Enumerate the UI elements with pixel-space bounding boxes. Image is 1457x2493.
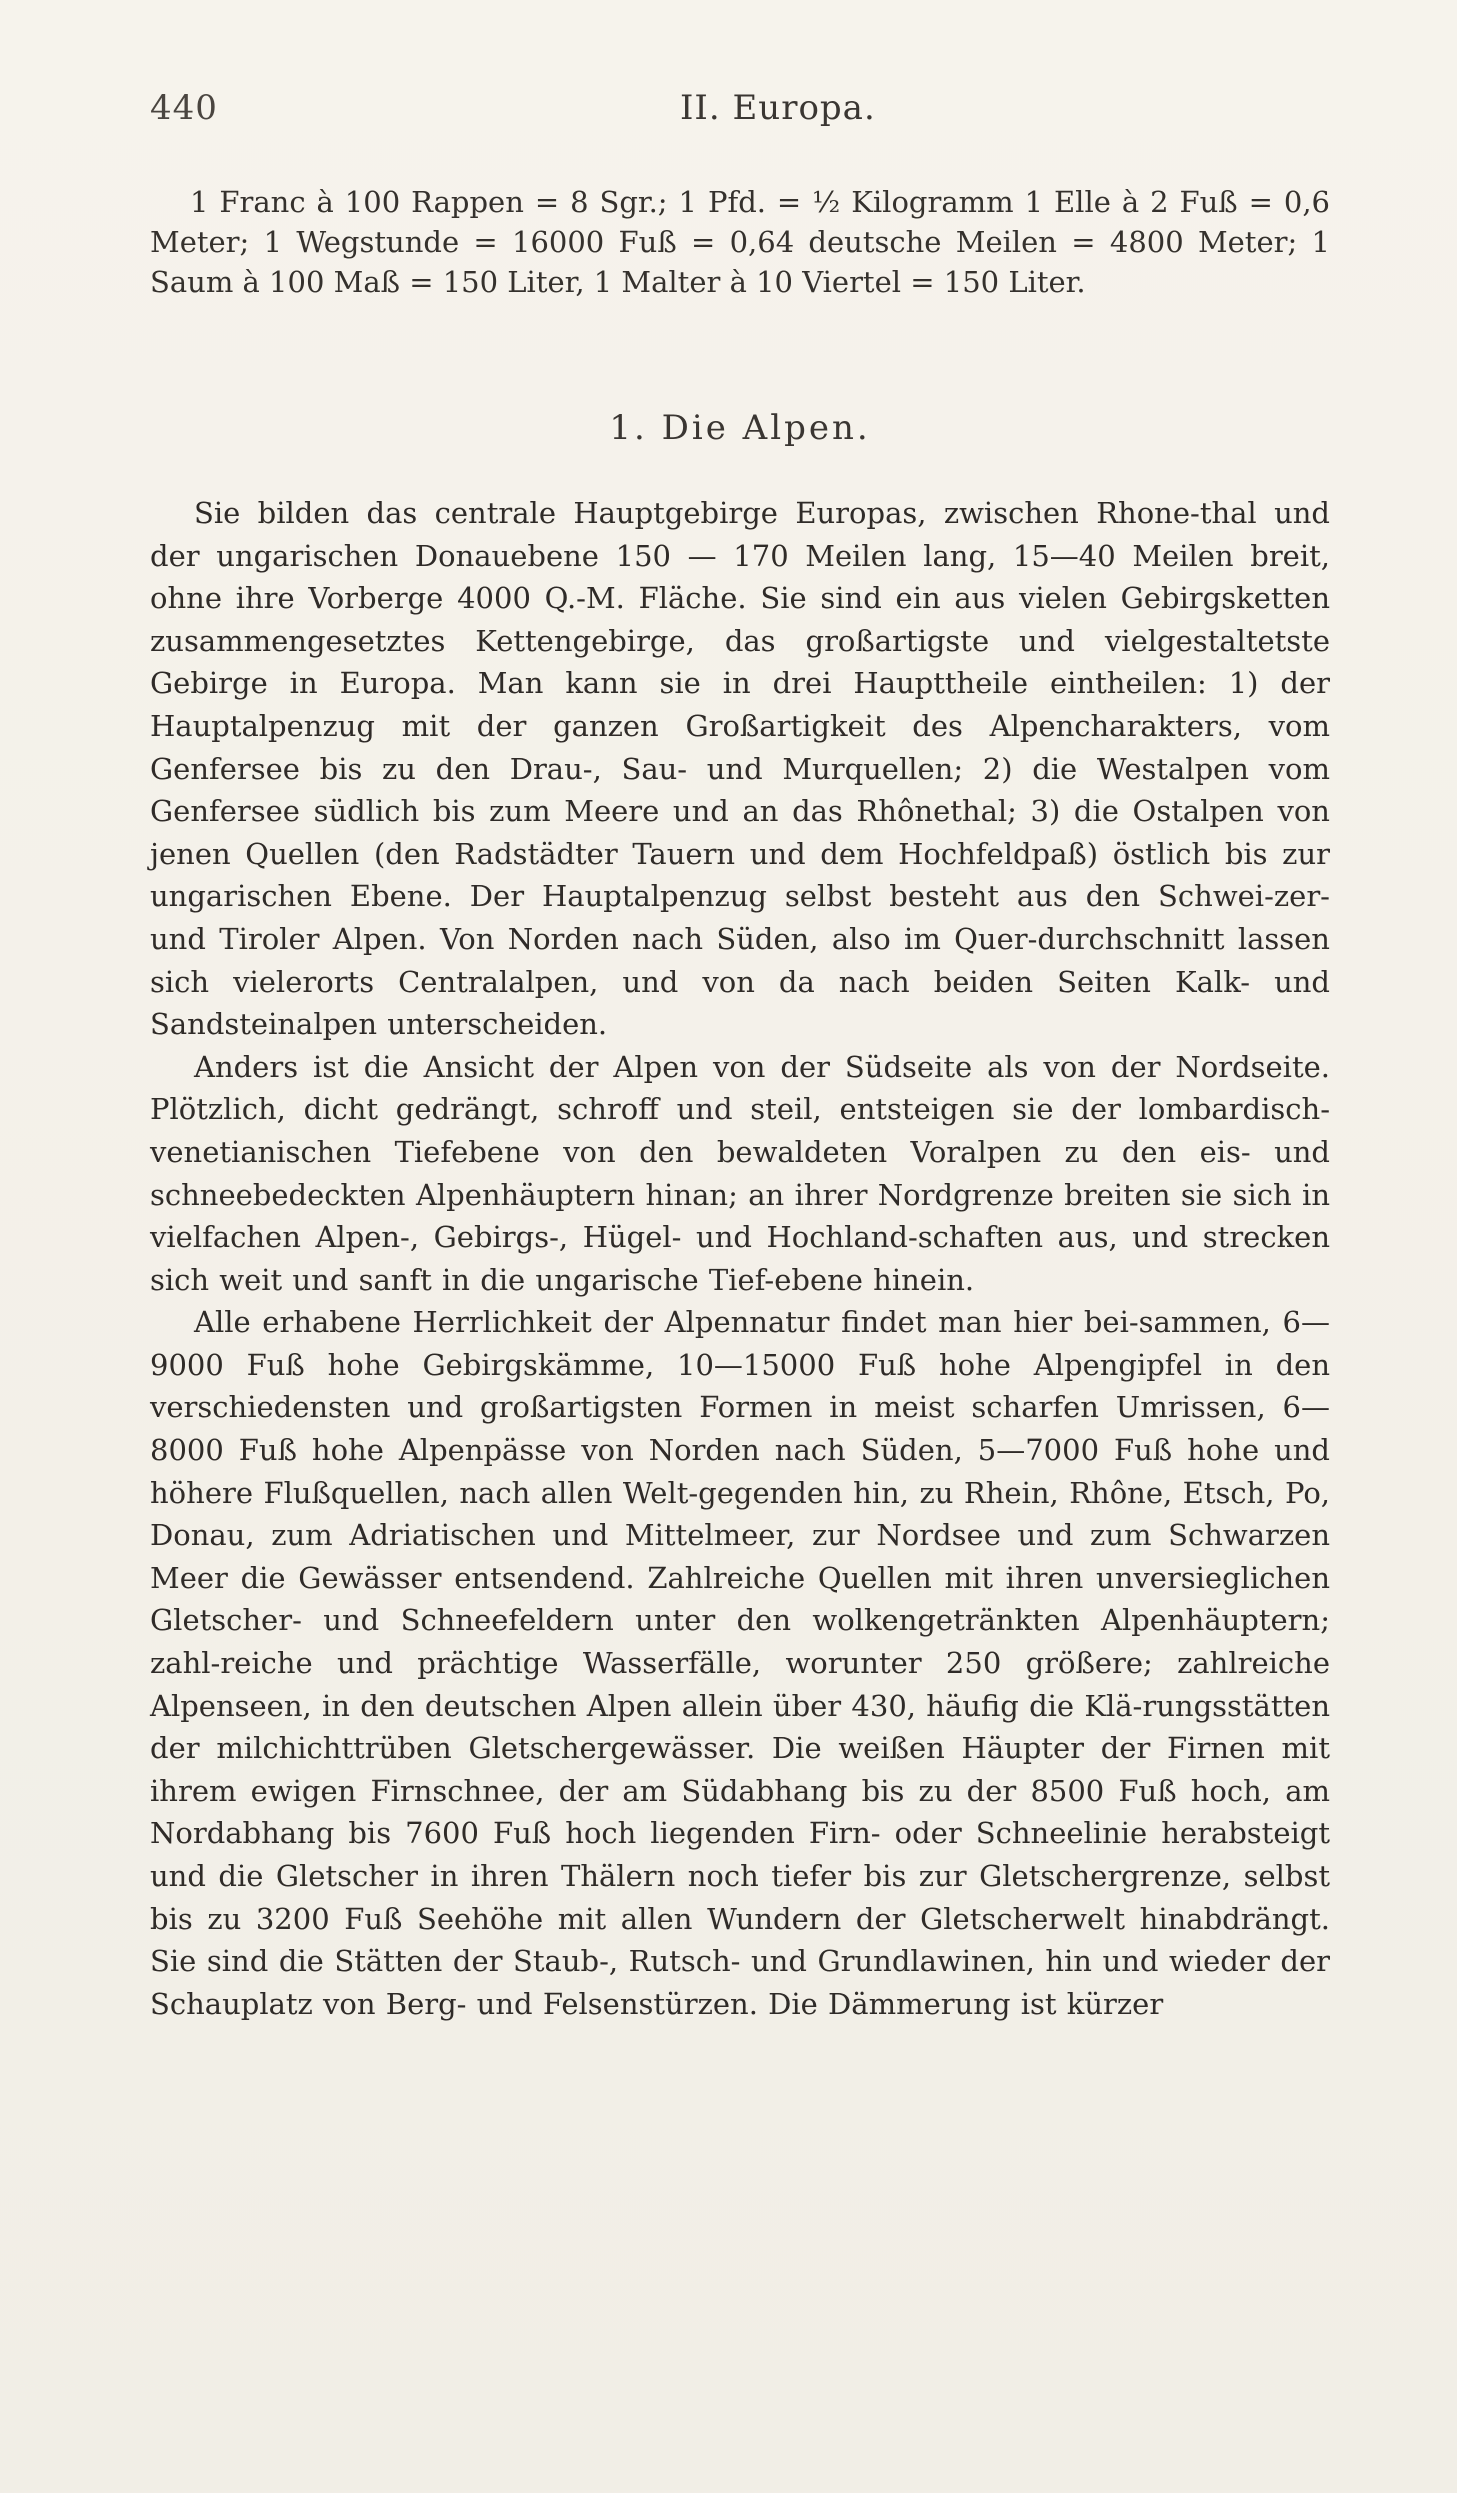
paragraph-1: Sie bilden das centrale Hauptgebirge Europas, zwischen Rhone-thal und der ungarischen Donauebene 150 — 170 Meilen lang, 15—40 Meilen breit, ohne ihre Vorberge 4000 Q.-M. Fläche. Sie sind ein aus vielen Gebirgsketten zusammengesetztes Kettengebirge, das großartigste und vielgestaltetste Gebirge in Europa. Man kann sie in drei Haupttheile eintheilen: 1) der Hauptalpenzug mit der ganzen Großartigkeit des Alpencharakters, vom Genfersee bis zu den Drau-, Sau- und Murquellen; 2) die Westalpen vom Genfersee südlich bis zum Meere und an das Rhônethal; 3) die Ostalpen von jenen Quellen (den Radstädter Tauern und dem Hochfeldpaß) östlich bis zur ungarischen Ebene. Der Hauptalpenzug selbst besteht aus den Schwei-zer- und Tiroler Alpen. Von Norden nach Süden, also im Quer-durchschnitt lassen sich vielerorts Centralalpen, und von da nach beiden Seiten Kalk- und Sandsteinalpen unterscheiden. — [150, 496, 1330, 1042]
paragraph-3: Alle erhabene Herrlichkeit der Alpennatur findet man hier bei-sammen, 6—9000 Fuß hohe Gebirgskämme, 10—15000 Fuß hohe Alpengipfel in den verschiedensten und großartigsten Formen in meist scharfen Umrissen, 6—8000 Fuß hohe Alpenpässe von Norden nach Süden, 5—7000 Fuß hohe und höhere Flußquellen, nach allen Welt-gegenden hin, zu Rhein, Rhône, Etsch, Po, Donau, zum Adriatischen und Mittelmeer, zur Nordsee und zum Schwarzen Meer die Gewässer entsendend. Zahlreiche Quellen mit ihren unversieglichen Gletscher- und Schneefeldern unter den wolkengetränkten Alpenhäuptern; zahl-reiche und prächtige Wasserfälle, worunter 250 größere; zahlreiche Alpenseen, in den deutschen Alpen allein über 430, häufig die Klä-rungsstätten der milchichttrüben Gletschergewässer. Die weißen Häupter der Firnen mit ihrem ewigen Firnschnee, der am Südabhang bis zu der 8500 Fuß hoch, am Nordabhang bis 7600 Fuß hoch liegenden Firn- oder Schneelinie herabsteigt und die Gletscher in ihren Thälern noch tiefer bis zur Gletschergrenze, selbst bis zu 3200 Fuß Seehöhe mit allen Wundern der Gletscherwelt hinabdrängt. Sie sind die Stätten der Staub-, Rutsch- und Grundlawinen, hin und wieder der Schauplatz von Berg- und Felsenstürzen. Die Dämmerung ist kürzer — [150, 1305, 1330, 2021]
body-text — [150, 492, 1330, 2025]
page-number: 440 — [150, 88, 218, 128]
units-conversion-text: 1 Franc à 100 Rappen = 8 Sgr.; 1 Pfd. = ½ Kilogramm 1 Elle à 2 Fuß = 0,6 Meter; 1 Wegstunde = 16000 Fuß = 0,64 deutsche Meilen = 4800 Meter; 1 Saum à 100 Maß = 150 Liter, 1 Malter à 10 Viertel = 150 Liter. — [150, 185, 1330, 299]
units-conversion-note — [150, 182, 1330, 302]
section-heading: 1. Die Alpen. — [609, 408, 871, 448]
paragraph-2: Anders ist die Ansicht der Alpen von der Südseite als von der Nordseite. Plötzlich, dicht gedrängt, schroff und steil, entsteigen sie der lombardisch-venetianischen Tiefebene von den bewaldeten Voralpen zu den eis- und schneebedeckten Alpenhäuptern hinan; an ihrer Nordgrenze breiten sie sich in vielfachen Alpen-, Gebirgs-, Hügel- und Hochland-schaften aus, und strecken sich weit und sanft in die ungarische Tief-ebene hinein. — [150, 1049, 1330, 1297]
running-title: II. Europa. — [680, 88, 876, 128]
running-head — [150, 88, 1330, 138]
